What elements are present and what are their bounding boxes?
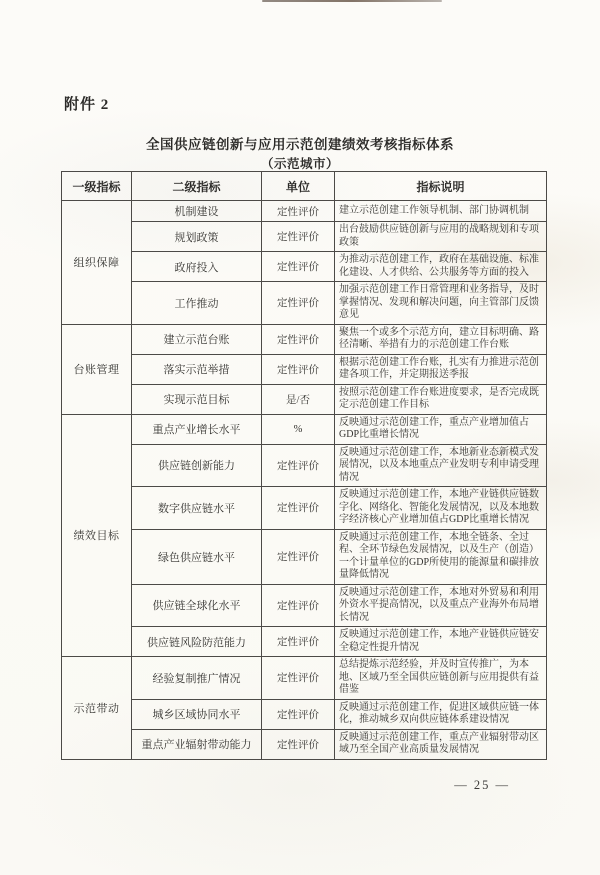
category-cell: 示范带动 bbox=[62, 657, 132, 760]
unit-cell: 定性评价 bbox=[262, 584, 335, 627]
description-cell: 反映通过示范创建工作，本地产业链供应链数字化、网络化、智能化发展情况，以及本地数字经济核心产业增加值占GDP比重增长情况 bbox=[335, 487, 547, 530]
table-row bbox=[62, 252, 547, 282]
table-row bbox=[62, 657, 547, 700]
doc-subtitle: （示范城市） bbox=[260, 157, 339, 171]
table-row bbox=[62, 354, 547, 384]
indicator-name-cell: 实现示范目标 bbox=[132, 384, 262, 414]
unit-cell: 定性评价 bbox=[262, 529, 335, 584]
description-cell: 聚焦一个或多个示范方向，建立目标明确、路径清晰、举措有力的示范创建工作台账 bbox=[335, 324, 547, 354]
indicator-name-cell: 城乡区域协同水平 bbox=[132, 699, 262, 729]
description-cell: 加强示范创建工作日常管理和业务指导，及时掌握情况、发现和解决问题，向主管部门反馈意见 bbox=[335, 282, 547, 325]
unit-cell: 定性评价 bbox=[262, 729, 335, 759]
indicator-name-cell: 工作推动 bbox=[132, 282, 262, 325]
table-row bbox=[62, 529, 547, 584]
indicator-name-cell: 供应链全球化水平 bbox=[132, 584, 262, 627]
table-row bbox=[62, 384, 547, 414]
category-cell: 绩效目标 bbox=[62, 414, 132, 657]
table-row bbox=[62, 487, 547, 530]
unit-cell: % bbox=[262, 414, 335, 444]
description-cell: 反映通过示范创建工作，本地新业态新模式发展情况，以及本地重点产业发明专利申请受理情况 bbox=[335, 444, 547, 487]
unit-cell: 定性评价 bbox=[262, 354, 335, 384]
indicator-name-cell: 规划政策 bbox=[132, 222, 262, 252]
unit-cell: 定性评价 bbox=[262, 444, 335, 487]
scan-artifact-line bbox=[262, 0, 442, 2]
column-header-description: 指标说明 bbox=[335, 172, 547, 201]
description-cell: 建立示范创建工作领导机制、部门协调机制 bbox=[335, 201, 547, 222]
table-row bbox=[62, 729, 547, 759]
column-header-level2: 二级指标 bbox=[132, 172, 262, 201]
doc-title: 全国供应链创新与应用示范创建绩效考核指标体系 bbox=[146, 137, 454, 152]
category-cell: 台账管理 bbox=[62, 324, 132, 414]
description-cell: 总结提炼示范经验，并及时宣传推广，为本地、区域乃至全国供应链创新与应用提供有益借鉴 bbox=[335, 657, 547, 700]
description-cell: 反映通过示范创建工作，重点产业增加值占GDP比重增长情况 bbox=[335, 414, 547, 444]
table-body bbox=[62, 201, 547, 760]
indicator-name-cell: 政府投入 bbox=[132, 252, 262, 282]
indicator-name-cell: 建立示范台账 bbox=[132, 324, 262, 354]
indicator-name-cell: 机制建设 bbox=[132, 201, 262, 222]
table-row bbox=[62, 222, 547, 252]
description-cell: 反映通过示范创建工作，促进区域供应链一体化，推动城乡双向供应链体系建设情况 bbox=[335, 699, 547, 729]
description-cell: 根据示范创建工作台账，扎实有力推进示范创建各项工作，并定期报送季报 bbox=[335, 354, 547, 384]
description-cell: 为推动示范创建工作，政府在基础设施、标准化建设、人才供给、公共服务等方面的投入 bbox=[335, 252, 547, 282]
unit-cell: 定性评价 bbox=[262, 324, 335, 354]
indicator-name-cell: 供应链风险防范能力 bbox=[132, 627, 262, 657]
table-row bbox=[62, 444, 547, 487]
table-row bbox=[62, 627, 547, 657]
unit-cell: 定性评价 bbox=[262, 487, 335, 530]
unit-cell: 是/否 bbox=[262, 384, 335, 414]
indicator-name-cell: 绿色供应链水平 bbox=[132, 529, 262, 584]
unit-cell: 定性评价 bbox=[262, 627, 335, 657]
description-cell: 反映通过示范创建工作，本地产业链供应链安全稳定性提升情况 bbox=[335, 627, 547, 657]
table-header-row bbox=[62, 172, 547, 201]
description-cell: 出台鼓励供应链创新与应用的战略规划和专项政策 bbox=[335, 222, 547, 252]
indicator-name-cell: 落实示范举措 bbox=[132, 354, 262, 384]
unit-cell: 定性评价 bbox=[262, 282, 335, 325]
page-number: — 25 — bbox=[454, 778, 510, 792]
table-row bbox=[62, 414, 547, 444]
indicator-name-cell: 重点产业增长水平 bbox=[132, 414, 262, 444]
category-cell: 组织保障 bbox=[62, 201, 132, 325]
attachment-label: 附件 2 bbox=[64, 97, 110, 113]
unit-cell: 定性评价 bbox=[262, 201, 335, 222]
description-cell: 反映通过示范创建工作，本地对外贸易和利用外资水平提高情况，以及重点产业海外布局增长情况 bbox=[335, 584, 547, 627]
description-cell: 反映通过示范创建工作，本地全链条、全过程、全环节绿色发展情况，以及生产（创造）一个计量单位的GDP所使用的能源量和碳排放量降低情况 bbox=[335, 529, 547, 584]
table-row bbox=[62, 282, 547, 325]
unit-cell: 定性评价 bbox=[262, 699, 335, 729]
column-header-level1: 一级指标 bbox=[62, 172, 132, 201]
indicator-name-cell: 重点产业辐射带动能力 bbox=[132, 729, 262, 759]
indicator-table bbox=[61, 171, 547, 760]
unit-cell: 定性评价 bbox=[262, 222, 335, 252]
table-row bbox=[62, 699, 547, 729]
table-row bbox=[62, 584, 547, 627]
unit-cell: 定性评价 bbox=[262, 252, 335, 282]
description-cell: 按照示范创建工作台账进度要求，是否完成既定示范创建工作目标 bbox=[335, 384, 547, 414]
unit-cell: 定性评价 bbox=[262, 657, 335, 700]
column-header-unit: 单位 bbox=[262, 172, 335, 201]
indicator-name-cell: 数字供应链水平 bbox=[132, 487, 262, 530]
indicator-name-cell: 经验复制推广情况 bbox=[132, 657, 262, 700]
table-row bbox=[62, 201, 547, 222]
title-block bbox=[0, 133, 600, 172]
description-cell: 反映通过示范创建工作，重点产业辐射带动区域乃至全国产业高质量发展情况 bbox=[335, 729, 547, 759]
table-row bbox=[62, 324, 547, 354]
indicator-name-cell: 供应链创新能力 bbox=[132, 444, 262, 487]
